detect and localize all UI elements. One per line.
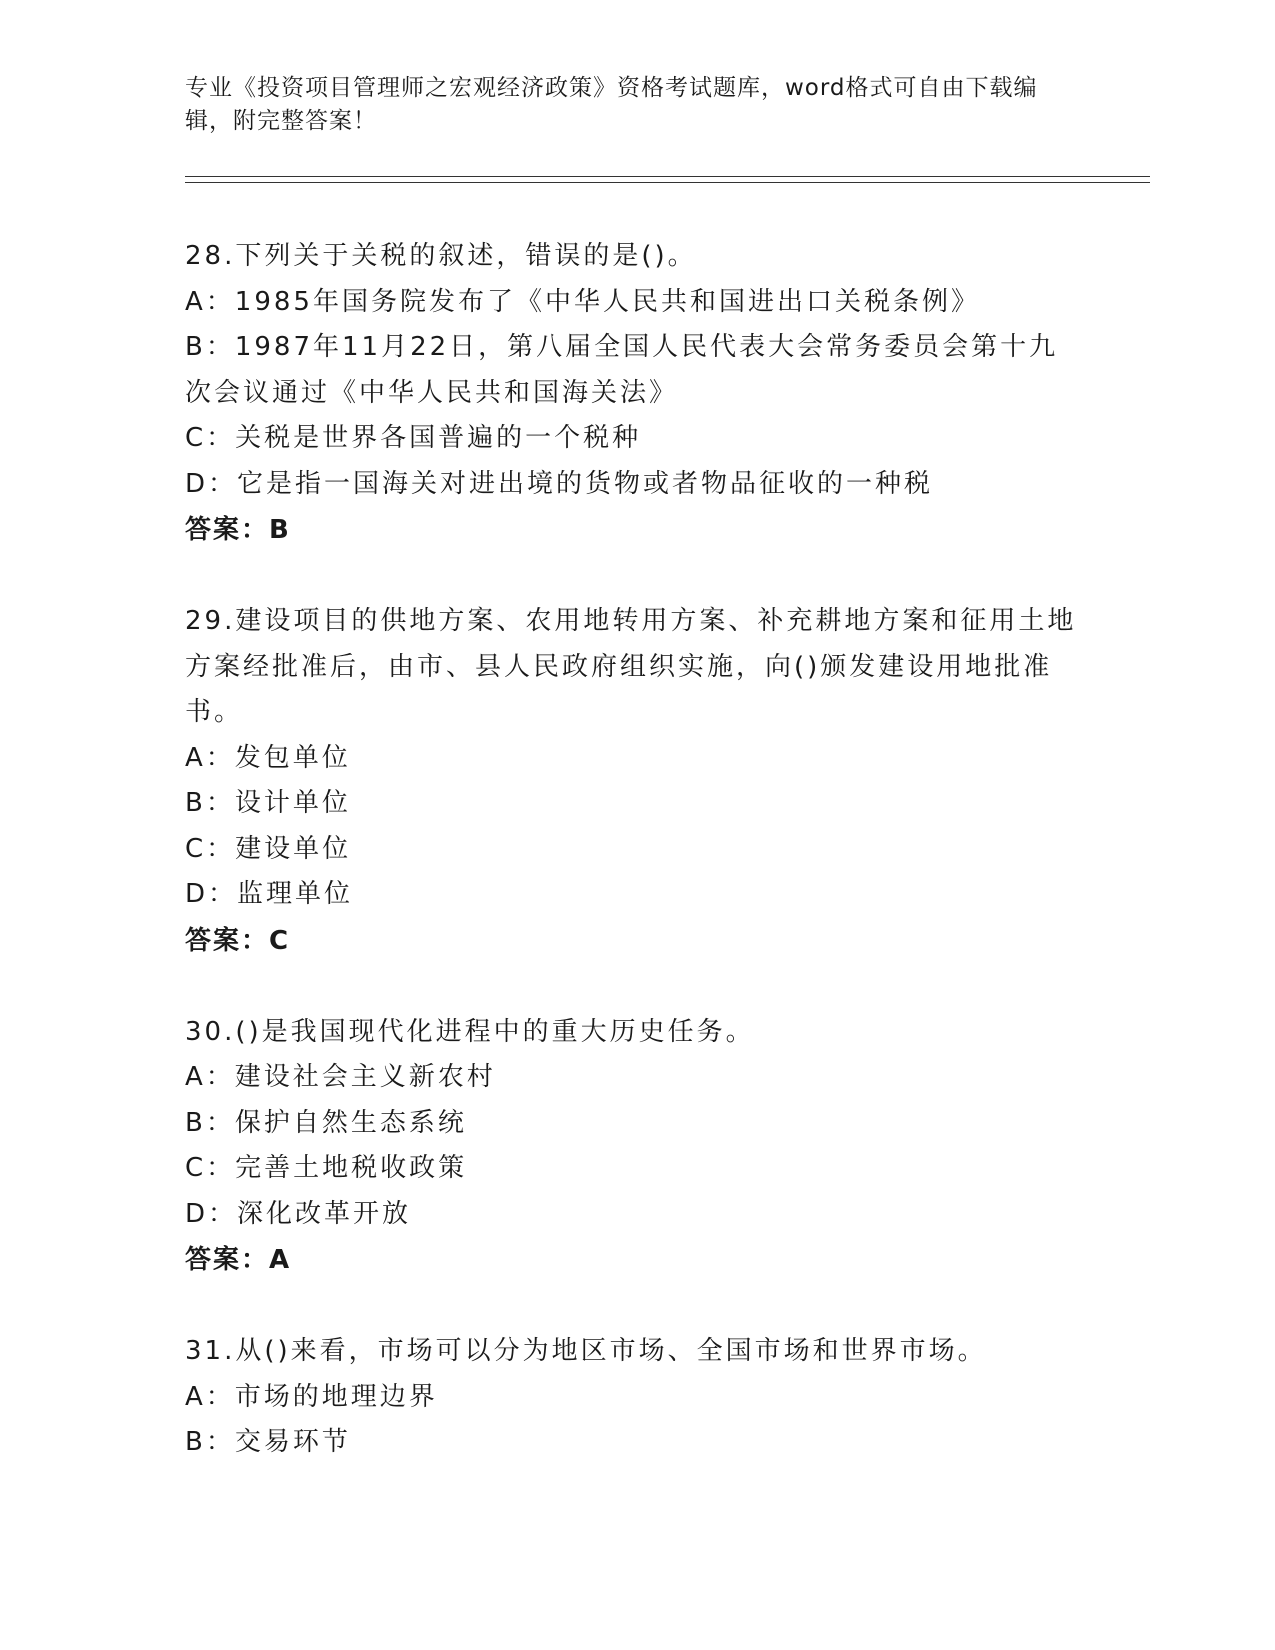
option-a: A：建设社会主义新农村 (185, 1062, 496, 1092)
option-c: C：建设单位 (185, 833, 352, 864)
question-stem: 28.下列关于关税的叙述，错误的是()。 (185, 241, 697, 271)
question-30 (185, 1010, 1085, 1284)
document-header: 专业《投资项目管理师之宏观经济政策》资格考试题库，word格式可自由下载编辑，附完整答案！ (185, 75, 1038, 134)
question-stem: 29.建设项目的供地方案、农用地转用方案、补充耕地方案和征用土地方案经批准后，由市、县人民政府组织实施，向()颁发建设用地批准书。 (185, 606, 1077, 727)
option-a: A：发包单位 (185, 742, 351, 773)
option-d: D：深化改革开放 (185, 1198, 412, 1229)
option-b: B：保护自然生态系统 (185, 1107, 467, 1138)
question-stem: 30.()是我国现代化进程中的重大历史任务。 (185, 1016, 755, 1047)
question-list (185, 234, 1085, 1512)
answer-label: 答案：B (185, 515, 291, 545)
option-b: B：1987年11月22日，第八届全国人民代表大会常务委员会第十九次会议通过《中华人民共和国海关法》 (185, 332, 1059, 408)
header-divider (185, 176, 1150, 183)
option-d: D：它是指一国海关对进出境的货物或者物品征收的一种税 (185, 468, 934, 499)
answer-label: 答案：A (185, 1245, 292, 1275)
option-d: D：监理单位 (185, 879, 354, 909)
question-stem: 31.从()来看，市场可以分为地区市场、全国市场和世界市场。 (185, 1336, 987, 1366)
option-b: B：设计单位 (185, 788, 351, 818)
option-c: C：关税是世界各国普遍的一个税种 (185, 423, 642, 453)
option-b: B：交易环节 (185, 1427, 351, 1457)
option-a: A：市场的地理边界 (185, 1381, 438, 1412)
question-28 (185, 234, 1085, 553)
option-c: C：完善土地税收政策 (185, 1153, 468, 1183)
question-31 (185, 1329, 1085, 1466)
answer-label: 答案：C (185, 925, 291, 956)
option-a: A：1985年国务院发布了《中华人民共和国进出口关税条例》 (185, 286, 980, 317)
question-29 (185, 599, 1085, 964)
